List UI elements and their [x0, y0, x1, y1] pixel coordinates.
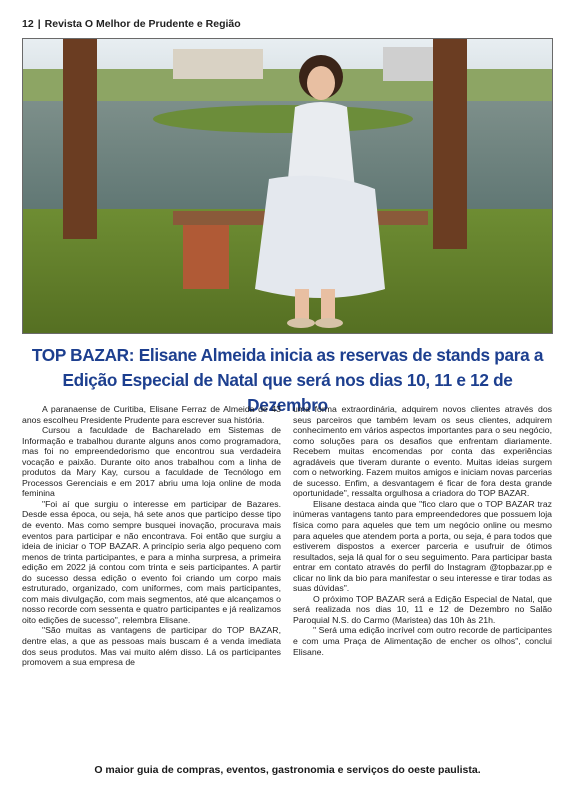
- paragraph: "São muitas as vantagens de participar do TOP BAZAR, dentre elas, a que as pessoas mais buscam é a venda imediata dos seus produtos. Mas vai muito além disso. Lá os participantes promovem a sua empresa de: [22, 625, 281, 668]
- headline-line-1: TOP BAZAR: Elisane Almeida inicia as reservas de stands para a: [31, 345, 544, 365]
- header-separator: |: [37, 18, 41, 30]
- paragraph: A paranaense de Curitiba, Elisane Ferraz de Almeida de 43 anos escolheu Presidente Prudente para escrever sua história.: [22, 404, 281, 425]
- paragraph: uma forma extraordinária, adquirem novos clientes através dos seus parceiros que também levam os seus clientes, adquirem conhecimento em vários aspectos importantes para o seu negócio, como soluções para os desafios que enfrentam diariamente. Recebem muitas encomendas por conta das experiências agradáveis que tiveram durante o evento. Muitas ideias surgem com o networking. Fazem muitos amigos e iniciam novas parcerias de sucesso. Enfim, a desvantagem é ficar de fora desta grande oportunidade", ressalta orgulhosa a criadora do TOP BAZAR.: [293, 404, 552, 499]
- cover-photo: [22, 38, 553, 334]
- paragraph: "Foi aí que surgiu o interesse em participar de Bazares. Desde essa época, ou seja, há sete anos que participo desse tipo de evento. Mas como sempre busquei inovação, procurava mais eventos para participar e não encontrava. Foi então que surgiu a ideia de iniciar o TOP BAZAR. A princípio seria algo pequeno com menos de trinta participantes, e para a minha surpresa, a primeira edição em 2022 já contou com trinta e seis participantes. A partir do sucesso dessa edição o evento foi criando um corpo mais estruturado, organizado, com uniformes, com mais participantes, com mais divulgação, com mais segmentos, até que alcançamos o nosso recorde com sessenta e quatro participantes e já realizamos oito edições de sucesso", relembra Elisane.: [22, 498, 281, 625]
- article-column-right: [293, 404, 552, 749]
- publication-name: Revista O Melhor de Prudente e Região: [44, 18, 241, 30]
- headline-line-2: Edição Especial de Natal que será nos dias 10, 11 e 12 de Dezembro: [62, 370, 513, 415]
- paragraph: O próximo TOP BAZAR será a Edição Especial de Natal, que será realizada nos dias 10, 11 e 12 de Dezembro no Salão Paroquial N.S. do Carmo (Maristea) das 10h às 21h.: [293, 593, 552, 625]
- photo-illustration: [23, 39, 553, 334]
- paragraph: Elisane destaca ainda que "fico claro que o TOP BAZAR traz inúmeras vantagens tanto para empreendedores que possuem loja física como para aqueles que tem um negócio online ou mesmo para aqueles que atendem porta a porta, ou seja, é para todos que estiverem dispostos a exercer parceria e usufruir de ótimos resultados, seja lá qual for o seu seguimento. Para participar basta entrar em contato através do perfil do Instagram @topbazar.pp e clicar no link da bio para manifestar o seu interesse e tirar todas as suas dúvidas".: [293, 498, 552, 594]
- article-body: [22, 404, 553, 749]
- paragraph: " Será uma edição incrível com outro recorde de participantes e com uma Praça de Alimentação de encher os olhos", conclui Elisane.: [293, 625, 552, 657]
- paragraph: Cursou a faculdade de Bacharelado em Sistemas de Informação e trabalhou durante alguns anos como programadora, mas foi no empreendedorismo que encontrou sua verdadeira vocação e paixão. Durante oito anos trabalhou com a linha de produtos da Mary Kay, cursou a faculdade de Tecnólogo em Processos Gerenciais e em 2017 abriu uma loja online de moda feminina: [22, 425, 281, 499]
- footer-tagline: O maior guia de compras, eventos, gastronomia e serviços do oeste paulista.: [94, 764, 481, 776]
- page-header: [22, 15, 553, 33]
- article-column-left: [22, 404, 281, 749]
- page-number: 12: [22, 18, 34, 30]
